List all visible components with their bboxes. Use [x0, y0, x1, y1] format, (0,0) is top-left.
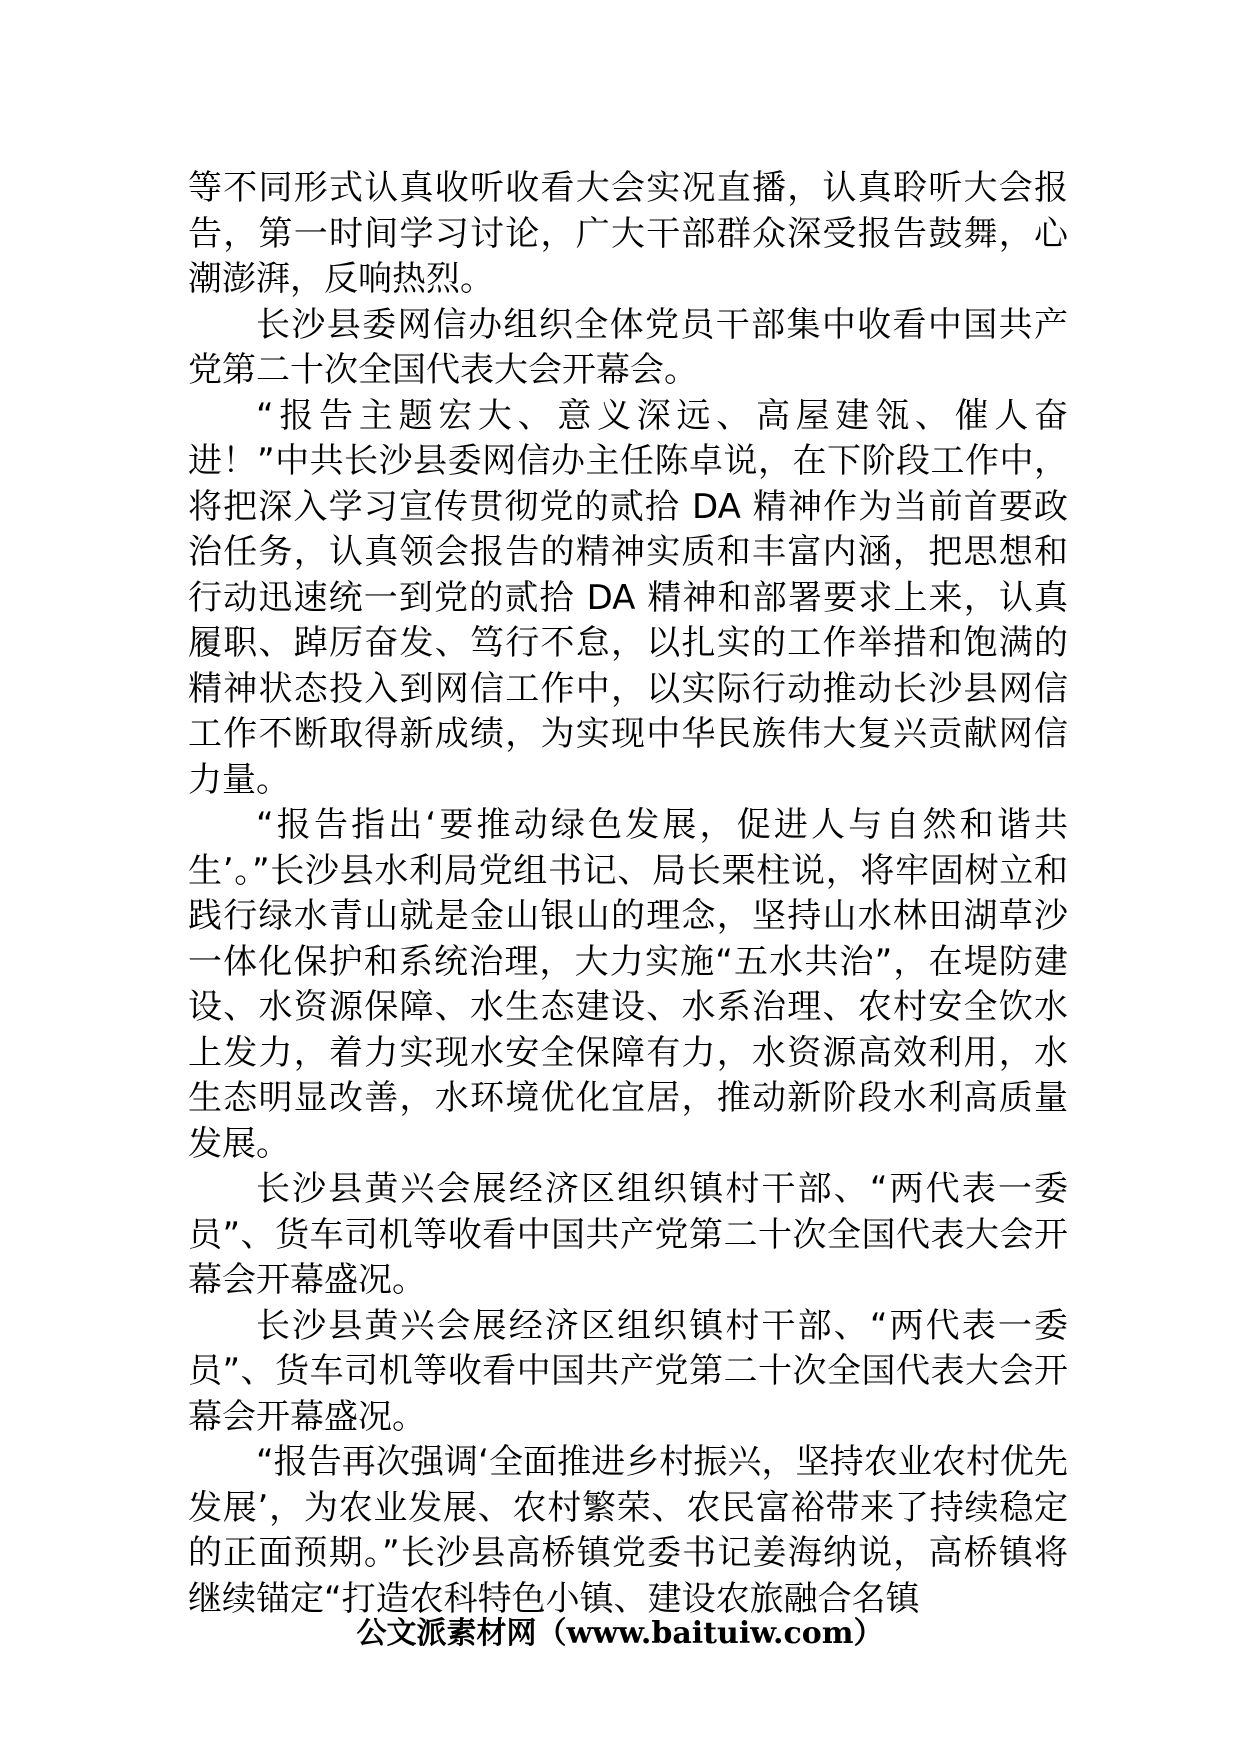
footer-watermark: 公文派素材网（www.baituiw.com）	[356, 1616, 884, 1651]
document-body	[188, 166, 1068, 1622]
paragraph-4: “报告指出‘要推动绿色发展，促进人与自然和谐共生’。”长沙县水利局党组书记、局长栗柱说，将牢固树立和践行绿水青山就是金山银山的理念，坚持山水林田湖草沙一体化保护和系统治理，大力实施“五水共治”，在堤防建设、水资源保障、水生态建设、水系治理、农村安全饮水上发力，着力实现水安全保障有力，水资源高效利用，水生态明显改善，水环境优化宜居，推动新阶段水利高质量发展。	[188, 805, 1068, 1164]
paragraph-1: 等不同形式认真收听收看大会实况直播，认真聆听大会报告，第一时间学习讨论，广大干部群众深受报告鼓舞，心潮澎湃，反响热烈。	[188, 168, 1068, 299]
paragraph-6: 长沙县黄兴会展经济区组织镇村干部、“两代表一委员”、货车司机等收看中国共产党第二十次全国代表大会开幕会开幕盛况。	[188, 1305, 1068, 1437]
paragraph-7: “报告再次强调‘全面推进乡村振兴，坚持农业农村优先发展’，为农业发展、农村繁荣、农民富裕带来了持续稳定的正面预期。”长沙县高桥镇党委书记姜海纳说，高桥镇将继续锚定“打造农科特色小镇、建设农旅融合名镇	[188, 1442, 1068, 1619]
paragraph-2: 长沙县委网信办组织全体党员干部集中收看中国共产党第二十次全国代表大会开幕会。	[188, 304, 1068, 390]
paragraph-5: 长沙县黄兴会展经济区组织镇村干部、“两代表一委员”、货车司机等收看中国共产党第二十次全国代表大会开幕会开幕盛况。	[188, 1169, 1068, 1300]
paragraph-3: “报告主题宏大、意义深远、高屋建瓴、催人奋进！”中共长沙县委网信办主任陈卓说，在下阶段工作中，将把深入学习宣传贯彻党的贰拾 DA 精神作为当前首要政治任务，认真领会报告的精神实质和丰富内涵，把思想和行动迅速统一到党的贰拾 DA 精神和部署要求上来，认真履职、踔厉奋发、笃行不怠，以扎实的工作举措和饱满的精神状态投入到网信工作中，以实际行动推动长沙县网信工作不断取得新成绩，为实现中华民族伟大复兴贡献网信力量。	[188, 395, 1068, 800]
